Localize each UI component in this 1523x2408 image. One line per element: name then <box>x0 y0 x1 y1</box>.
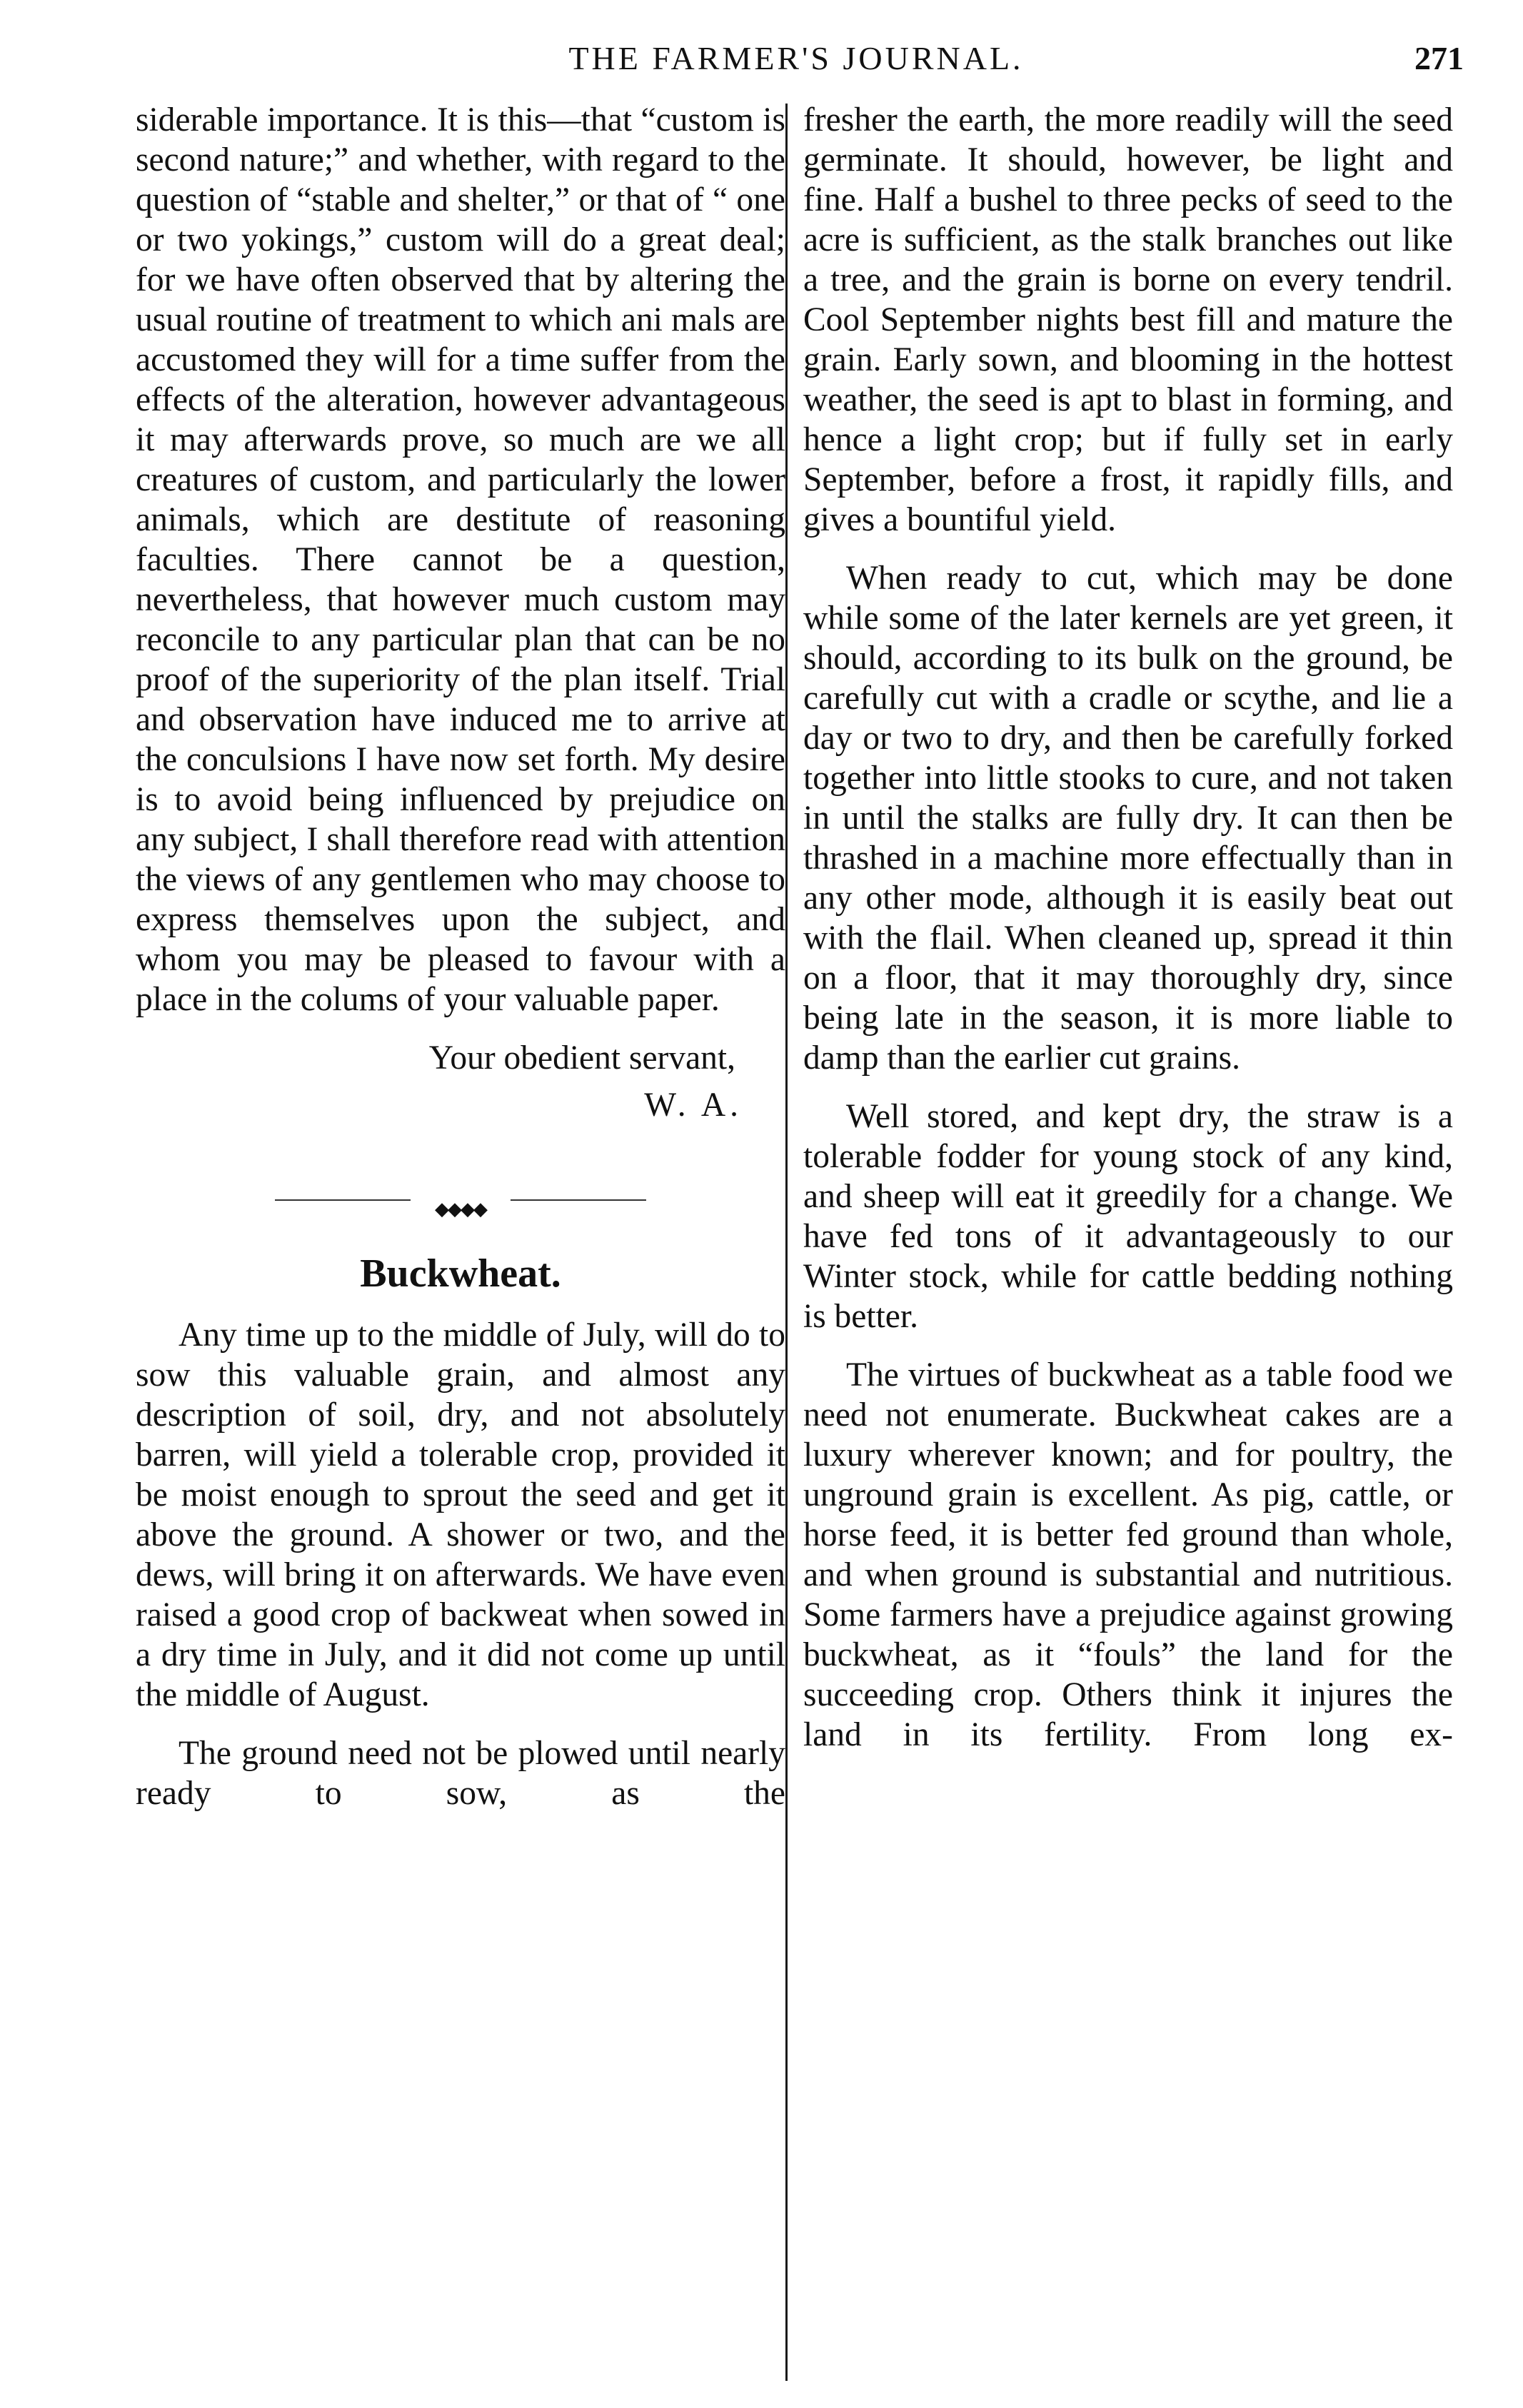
right-column <box>803 100 1453 1773</box>
closing-line: Your obedient servant, <box>428 1039 735 1077</box>
signature: W. A. <box>644 1087 743 1124</box>
letter-closing <box>136 1038 785 1125</box>
section-divider-ornament <box>275 1189 646 1219</box>
ornament-line-left <box>275 1199 411 1201</box>
page-number: 271 <box>1414 40 1464 76</box>
article-paragraph: When ready to cut, which may be done while some of the later kernels are yet green, it should, according to its bulk on the ground, be carefully cut with a cradle or scythe, and lie a day or two to dry, and then be carefully forked together into little stooks to cure, and not taken in until the stalks are fully dry. It can then be thrashed in a machine more effectually than in any other mode, although it is easily beat out with the flail. When cleaned up, spread it thin on a floor, that it may thoroughly dry, since being late in the season, it is more liable to damp than the earlier cut grains. <box>803 560 1453 1077</box>
article-paragraph: fresher the earth, the more readily will the seed germinate. It should, however, be light and fine. Half a bushel to three pecks of seed to the acre is sufficient, as the stalk branches out like a tree, and the grain is borne on every tendril. Cool September nights best fill and mature the grain. Early sown, and blooming in the hottest weather, the seed is apt to blast in forming, and hence a light crop; but if fully set in early September, before a frost, it rapidly fills, and gives a bountiful yield. <box>803 101 1453 538</box>
page-header <box>129 39 1464 89</box>
article-heading: Buckwheat. <box>360 1251 561 1296</box>
ornament-line-right <box>511 1199 646 1201</box>
article-paragraph: The ground need not be plowed until nearly ready to sow, as the <box>136 1735 785 1812</box>
letter-paragraph: siderable importance. It is this—that “custom is second nature;” and whether, with regard to the question of “stable and shelter,” or that of “ one or two yokings,” custom will do a great deal; for we have often observed that by altering the usual routine of treatment to which ani mals are accustomed they will for a time suffer from the effects of the alteration, however advantageous it may afterwards prove, so much are we all creatures of custom, and particularly the lower animals, which are destitute of reasoning faculties. There cannot be a question, nevertheless, that however much custom may reconcile to any particular plan that can be no proof of the superiority of the plan itself. Trial and observation have induced me to arrive at the conculsions I have now set forth. My desire is to avoid being influenced by prejudice on any subject, I shall therefore read with attention the views of any gentlemen who may choose to express themselves upon the subject, and whom you may be pleased to favour with a place in the colums of your valuable paper. <box>136 101 785 1018</box>
running-title: THE FARMER'S JOURNAL. <box>568 40 1024 76</box>
ornament-diamonds-icon: ◆◆◆◆ <box>435 1199 486 1219</box>
article-paragraph: Well stored, and kept dry, the straw is a tolerable fodder for young stock of any kind, and sheep will eat it greedily for a change. We have fed tons of it advantageously to our Winter stock, while for cattle bedding nothing is better. <box>803 1098 1453 1335</box>
article-paragraph: The virtues of buckwheat as a table food we need not enumerate. Buckwheat cakes are a luxury wherever known; and for poultry, the unground grain is excellent. As pig, cattle, or horse feed, it is better fed ground than whole, and when ground is substantial and nutritious. Some farmers have a prejudice against growing buckwheat, as it “fouls” the land for the succeeding crop. Others think it injures the land in its fertility. From long ex- <box>803 1356 1453 1753</box>
article-paragraph: Any time up to the middle of July, will do to sow this valuable grain, and almost any description of soil, dry, and not absolutely barren, will yield a tolerable crop, provided it be moist enough to sprout the seed and get it above the ground. A shower or two, and the dews, will bring it on afterwards. We have even raised a good crop of backweat when sowed in a dry time in July, and it did not come up until the middle of August. <box>136 1316 785 1713</box>
left-column <box>136 100 785 1832</box>
column-divider <box>785 104 788 2381</box>
